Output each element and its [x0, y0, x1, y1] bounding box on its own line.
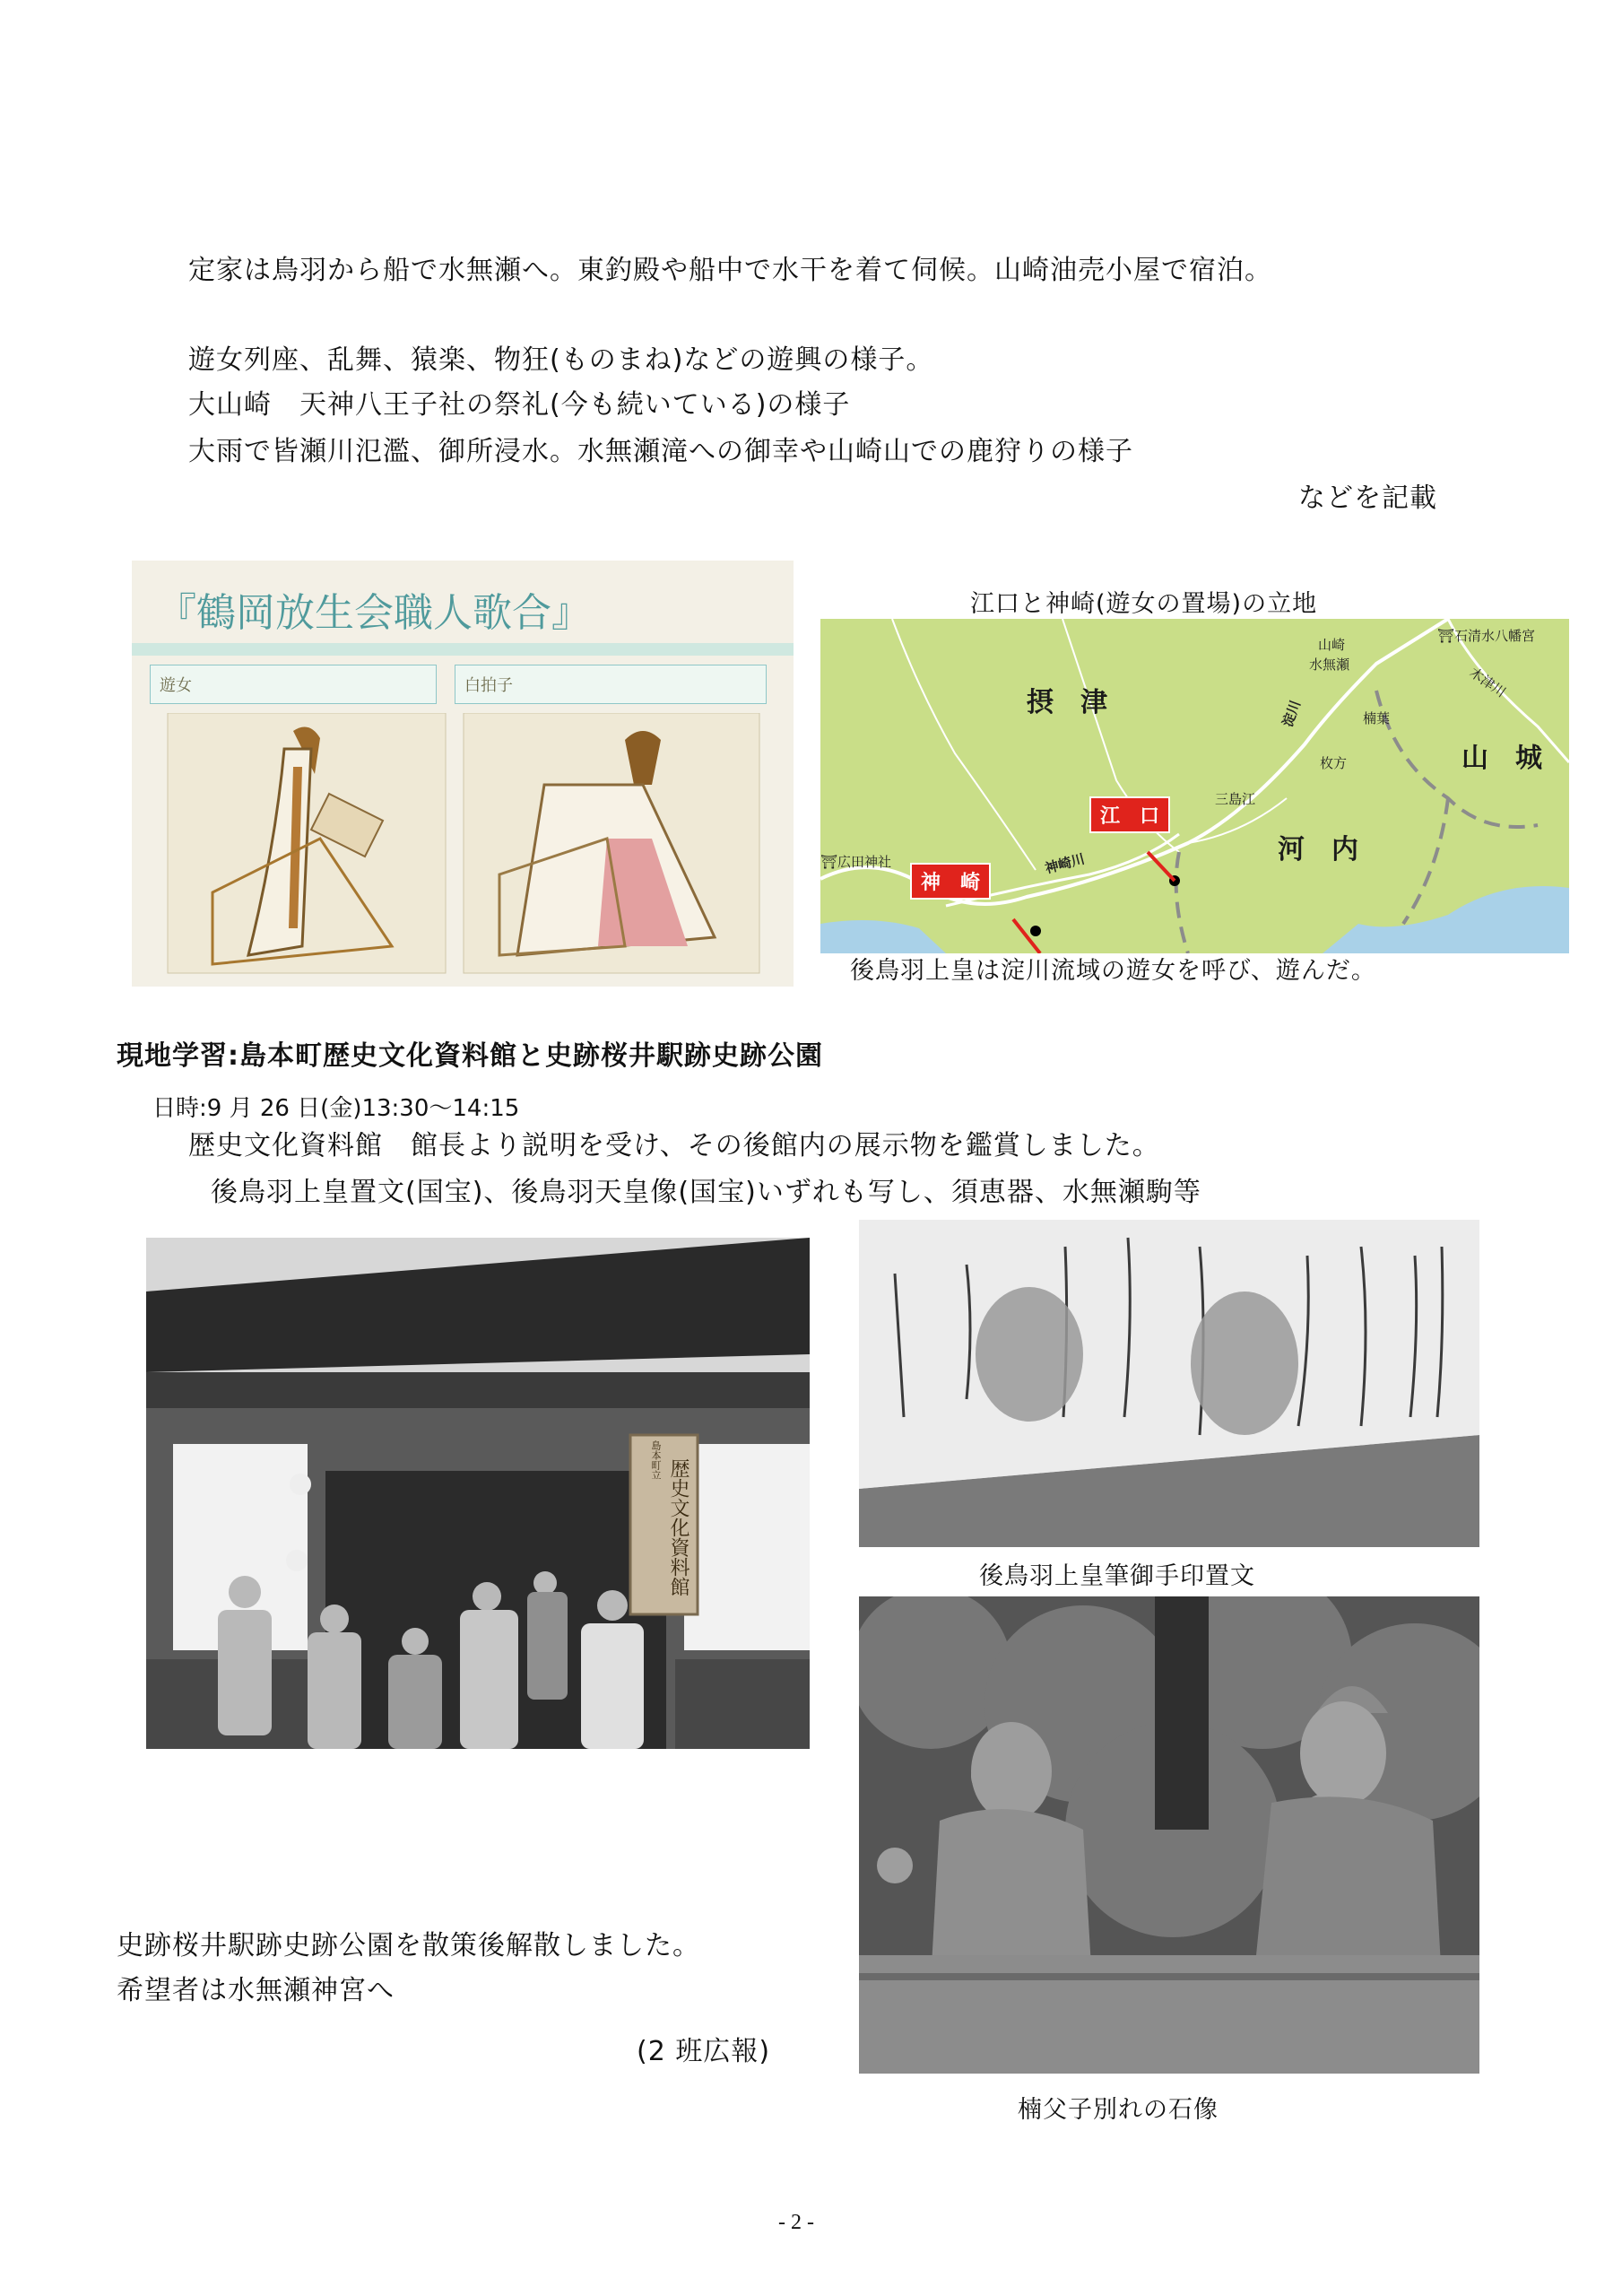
paragraph-recorded: などを記載 [1298, 483, 1437, 514]
map-place-mishimae: 三島江 [1215, 791, 1256, 807]
map-caption: 後鳥羽上皇は淀川流域の遊女を呼び、遊んだ。 [850, 957, 1376, 985]
page-number: - 2 - [778, 2211, 814, 2234]
handprint-caption: 後鳥羽上皇筆御手印置文 [979, 1562, 1255, 1590]
closing-text-shrine: 希望者は水無瀬神宮へ [117, 1975, 395, 2006]
map-place-yamazaki: 山崎 [1318, 637, 1346, 653]
map-place-kuzuha: 楠葉 [1363, 710, 1391, 726]
credit: (2 班広報) [637, 2036, 771, 2067]
section-heading: 現地学習:島本町歴史文化資料館と史跡桜井駅跡史跡公園 [117, 1040, 823, 1072]
map-place-hirakata: 枚方 [1320, 755, 1348, 771]
scroll-figures-drawing [159, 713, 768, 982]
statue-caption: 楠父子別れの石像 [1018, 2096, 1219, 2124]
map-region-settsu: 摂 津 [1027, 687, 1107, 718]
scroll-band [132, 643, 794, 656]
map-title: 江口と神崎(遊女の置場)の立地 [970, 590, 1318, 618]
handprint-drawing [859, 1220, 1479, 1547]
section-line-exhibits: 後鳥羽上皇置文(国宝)、後鳥羽天皇像(国宝)いずれも写し、須恵器、水無瀬駒等 [211, 1177, 1201, 1208]
map-tag-kanzaki: 神 崎 [910, 863, 991, 900]
scroll-title: 『鶴岡放生会職人歌合』 [157, 590, 591, 636]
map-place-iwashimizu: ⛩石清水八幡宮 [1437, 628, 1536, 644]
map-drawing [820, 619, 1569, 953]
handprint-document-photo [859, 1220, 1479, 1547]
map-image [820, 619, 1569, 953]
map-region-kawachi: 河 内 [1278, 834, 1358, 865]
map-place-yodogawa: 淀川 [1279, 698, 1305, 729]
section-datetime: 日時:9 月 26 日(金)13:30～14:15 [152, 1095, 520, 1122]
map-tag-eguchi: 江 口 [1089, 796, 1170, 833]
map-region-yamashiro: 山 城 [1462, 743, 1542, 774]
statue-photo [859, 1596, 1479, 2074]
paragraph-festival: 大山崎 天神八王子社の祭礼(今も続いている)の様子 [188, 389, 851, 421]
label-shirabyoshi: 白拍子 [455, 665, 767, 704]
museum-photo [146, 1238, 810, 1749]
museum-sign-small: 島本町立 [650, 1440, 662, 1480]
scroll-painting-image [132, 561, 794, 987]
map-place-kizugawa: 木津川 [1466, 664, 1509, 701]
section-line-explanation: 歴史文化資料館 館長より説明を受け、その後館内の展示物を鑑賞しました。 [188, 1130, 1160, 1161]
museum-sign: 歴史文化資料館 [667, 1458, 690, 1596]
closing-text-dismissal: 史跡桜井駅跡史跡公園を散策後解散しました。 [117, 1930, 700, 1961]
label-yujo: 遊女 [150, 665, 437, 704]
map-place-hirota: ⛩広田神社 [820, 854, 892, 870]
paragraph-flood: 大雨で皆瀬川氾濫、御所浸水。水無瀬滝への御幸や山崎山での鹿狩りの様子 [188, 436, 1133, 467]
paragraph-entertainment: 遊女列座、乱舞、猿楽、物狂(ものまね)などの遊興の様子。 [188, 344, 934, 376]
statue-drawing [859, 1596, 1479, 2074]
map-place-kanzakigawa: 神崎川 [1043, 850, 1087, 877]
museum-building-drawing [146, 1238, 810, 1749]
map-place-minase: 水無瀬 [1309, 657, 1350, 673]
paragraph-teika: 定家は鳥羽から船で水無瀬へ。東釣殿や船中で水干を着て伺候。山崎油売小屋で宿泊。 [188, 255, 1272, 286]
